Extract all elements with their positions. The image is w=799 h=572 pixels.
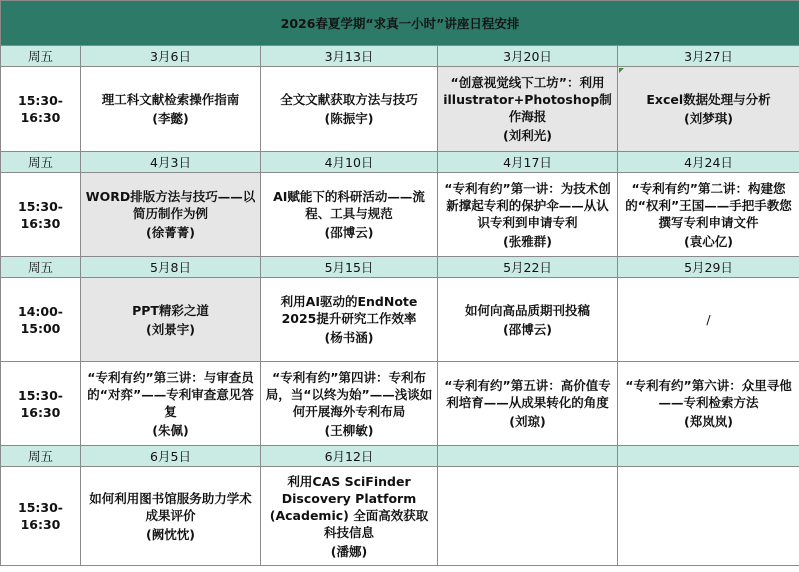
lecture-cell bbox=[81, 362, 261, 446]
day-label: 周五 bbox=[1, 257, 81, 278]
title-row bbox=[1, 1, 799, 46]
lecture-title: 理工科文献检索操作指南 bbox=[101, 92, 240, 107]
lecture-speaker: (刘梦琪) bbox=[684, 111, 733, 126]
lecture-cell bbox=[261, 173, 438, 257]
date-cell: 6月5日 bbox=[81, 446, 261, 467]
lecture-speaker: (刘利光) bbox=[503, 128, 552, 143]
lecture-title: Excel数据处理与分析 bbox=[646, 92, 771, 107]
lecture-speaker: (邵博云) bbox=[324, 225, 374, 240]
lecture-speaker: (刘琼) bbox=[509, 414, 546, 429]
time-slot: 14:00-15:00 bbox=[1, 278, 81, 362]
lecture-title: AI赋能下的科研活动——流程、工具与规范 bbox=[273, 189, 425, 221]
date-cell: 4月17日 bbox=[438, 152, 618, 173]
time-slot: 15:30-16:30 bbox=[1, 362, 81, 446]
date-header-row bbox=[1, 152, 799, 173]
lecture-row bbox=[1, 467, 799, 566]
lecture-cell-empty bbox=[618, 467, 799, 566]
lecture-cell bbox=[261, 278, 438, 362]
lecture-cell bbox=[438, 173, 618, 257]
lecture-row bbox=[1, 362, 799, 446]
lecture-cell bbox=[618, 278, 799, 362]
lecture-speaker: (张雅群) bbox=[503, 233, 552, 249]
time-slot: 15:30-16:30 bbox=[1, 67, 81, 152]
lecture-title: / bbox=[706, 312, 711, 327]
date-cell bbox=[438, 446, 618, 467]
lecture-cell bbox=[618, 362, 799, 446]
lecture-speaker: (邵博云) bbox=[503, 321, 552, 337]
lecture-title: PPT精彩之道 bbox=[132, 302, 209, 318]
date-cell: 3月27日 bbox=[618, 46, 799, 67]
date-cell: 5月22日 bbox=[438, 257, 618, 278]
lecture-title: 全文文献获取方法与技巧 bbox=[280, 92, 418, 107]
date-cell: 6月12日 bbox=[261, 446, 438, 467]
lecture-cell bbox=[261, 467, 438, 566]
lecture-cell bbox=[261, 67, 438, 152]
lecture-title: “专利有约”第六讲：众里寻他——专利检索方法 bbox=[625, 378, 792, 410]
date-header-row bbox=[1, 257, 799, 278]
lecture-title: 如何向高品质期刊投稿 bbox=[464, 302, 590, 318]
lecture-speaker: (徐菁菁) bbox=[146, 225, 195, 240]
lecture-speaker: (潘娜) bbox=[330, 543, 368, 559]
lecture-row bbox=[1, 278, 799, 362]
page-title: 2026春夏学期“求真一小时”讲座日程安排 bbox=[1, 1, 799, 46]
lecture-cell-empty bbox=[438, 467, 618, 566]
day-label: 周五 bbox=[1, 446, 81, 467]
lecture-cell bbox=[81, 467, 261, 566]
date-header-row bbox=[1, 446, 799, 467]
lecture-title: 利用CAS SciFinder Discovery Platform (Academic) 全面高效获取科技信息 bbox=[269, 473, 429, 540]
lecture-title: “专利有约”第二讲：构建您的“权利”王国——手把手教您撰写专利申请文件 bbox=[625, 180, 792, 230]
lecture-speaker: (郑岚岚) bbox=[684, 414, 733, 429]
date-header-row bbox=[1, 46, 799, 67]
lecture-cell bbox=[618, 67, 799, 152]
lecture-title: “专利有约”第一讲：为技术创新撑起专利的保护伞——从认识专利到申请专利 bbox=[444, 180, 611, 230]
date-cell: 3月6日 bbox=[81, 46, 261, 67]
lecture-title: 利用AI驱动的EndNote 2025提升研究工作效率 bbox=[280, 294, 418, 326]
date-cell bbox=[618, 446, 799, 467]
date-cell: 4月3日 bbox=[81, 152, 261, 173]
date-cell: 5月15日 bbox=[261, 257, 438, 278]
date-cell: 3月13日 bbox=[261, 46, 438, 67]
lecture-title: “专利有约”第五讲：高价值专利培育——从成果转化的角度 bbox=[444, 378, 611, 410]
date-cell: 3月20日 bbox=[438, 46, 618, 67]
day-label: 周五 bbox=[1, 152, 81, 173]
lecture-row bbox=[1, 173, 799, 257]
lecture-title: “专利有约”第三讲：与审查员的“对弈”——专利审查意见答复 bbox=[87, 369, 254, 419]
date-cell: 5月8日 bbox=[81, 257, 261, 278]
day-label: 周五 bbox=[1, 46, 81, 67]
lecture-speaker: (袁心亿) bbox=[684, 233, 733, 249]
lecture-cell bbox=[438, 362, 618, 446]
lecture-title: WORD排版方法与技巧——以简历制作为例 bbox=[85, 189, 256, 221]
time-slot: 15:30-16:30 bbox=[1, 467, 81, 566]
time-slot: 15:30-16:30 bbox=[1, 173, 81, 257]
lecture-speaker: (刘景宇) bbox=[146, 321, 195, 337]
lecture-cell bbox=[261, 362, 438, 446]
lecture-cell bbox=[81, 278, 261, 362]
date-cell: 5月29日 bbox=[618, 257, 799, 278]
date-cell: 4月10日 bbox=[261, 152, 438, 173]
lecture-speaker: (朱佩) bbox=[152, 422, 189, 438]
lecture-cell bbox=[81, 67, 261, 152]
lecture-title: 如何利用图书馆服务助力学术成果评价 bbox=[89, 490, 252, 523]
lecture-title: “专利有约”第四讲：专利布局，当“以终为始”——浅谈如何开展海外专利布局 bbox=[265, 369, 433, 419]
lecture-title: “创意视觉线下工坊”：利用illustrator+Photoshop制作海报 bbox=[443, 75, 612, 124]
lecture-speaker: (李懿) bbox=[152, 111, 189, 126]
date-cell: 4月24日 bbox=[618, 152, 799, 173]
lecture-speaker: (陈振宇) bbox=[324, 111, 374, 126]
lecture-cell bbox=[81, 173, 261, 257]
lecture-speaker: (王柳敏) bbox=[324, 422, 374, 438]
lecture-speaker: (阙忱忱) bbox=[146, 526, 195, 542]
lecture-speaker: (杨书涵) bbox=[324, 330, 374, 345]
lecture-cell bbox=[438, 278, 618, 362]
lecture-cell bbox=[438, 67, 618, 152]
lecture-row bbox=[1, 67, 799, 152]
lecture-cell bbox=[618, 173, 799, 257]
